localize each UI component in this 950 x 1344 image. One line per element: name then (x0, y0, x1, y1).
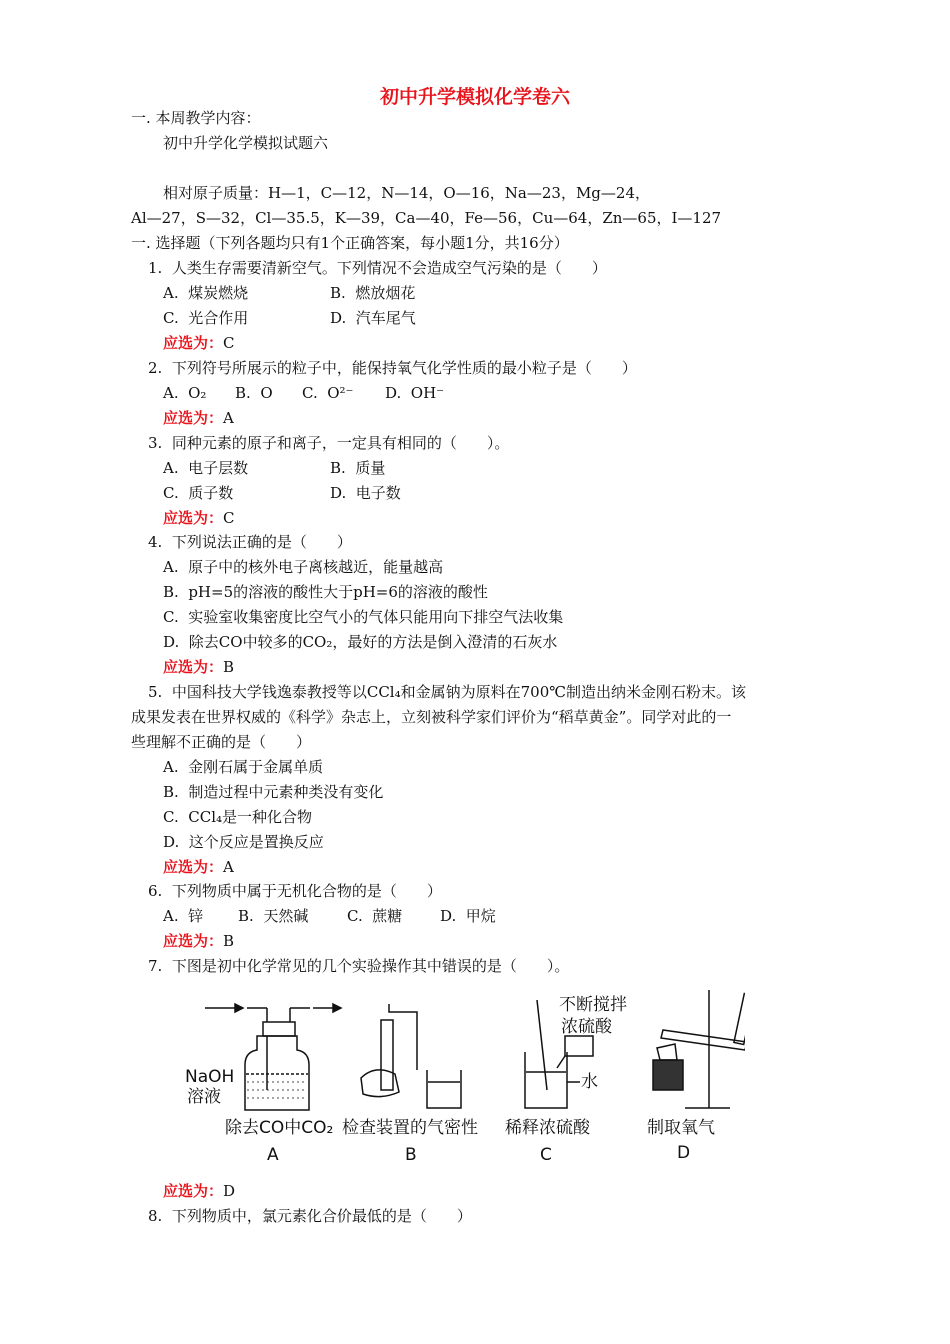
q2-option-b: B. O (235, 384, 273, 402)
q1-option-b: B. 燃放烟花 (330, 284, 416, 302)
q1-option-c: C. 光合作用 (163, 309, 249, 327)
answer-value: A (223, 858, 234, 876)
question-6-stem: 6. 下列物质中属于无机化合物的是（ ） (148, 882, 442, 900)
caption-b: 检查装置的气密性 (342, 1118, 478, 1138)
question-5-stem-line-3: 些理解不正确的是（ ） (131, 733, 312, 751)
q6-option-c: C. 蔗糖 (347, 907, 403, 925)
letter-a: A (267, 1145, 279, 1165)
answer-label: 应选为： (163, 932, 224, 950)
question-2-stem: 2. 下列符号所展示的粒子中，能保持氧气化学性质的最小粒子是（ ） (148, 359, 637, 377)
answer-value: D (223, 1182, 236, 1200)
q3-option-b: B. 质量 (330, 459, 386, 477)
question-4-stem: 4. 下列说法正确的是（ ） (148, 533, 352, 551)
answer-label: 应选为： (163, 334, 224, 352)
question-5-stem-line-2: 成果发表在世界权威的《科学》杂志上，立刻被科学家们评价为“稻草黄金”。同学对此的一 (131, 708, 732, 726)
q6-option-b: B. 天然碱 (238, 907, 309, 925)
q6-option-a: A. 锌 (163, 907, 204, 925)
question-3-stem: 3. 同种元素的原子和离子，一定具有相同的（ ）。 (148, 434, 510, 452)
acid-label: 浓硫酸 (561, 1017, 612, 1037)
q2-option-d: D. OH⁻ (385, 384, 445, 402)
apparatus-a-gas-washing (205, 1004, 341, 1110)
q5-option-b: B. 制造过程中元素种类没有变化 (163, 783, 384, 801)
section-heading: 一. 本周教学内容： (131, 109, 261, 127)
q4-option-c: C. 实验室收集密度比空气小的气体只能用向下排空气法收集 (163, 608, 564, 626)
caption-d: 制取氧气 (647, 1118, 715, 1138)
q6-answer (163, 931, 234, 951)
q3-option-a: A. 电子层数 (163, 459, 249, 477)
letter-d: D (677, 1143, 691, 1163)
q2-answer (163, 408, 234, 428)
q1-option-d: D. 汽车尾气 (330, 309, 416, 327)
answer-value: C (223, 334, 235, 352)
question-8-stem: 8. 下列物质中，氯元素化合价最低的是（ ） (148, 1207, 472, 1225)
lab-operations-figure (185, 990, 745, 1165)
q7-answer (163, 1181, 235, 1201)
answer-label: 应选为： (163, 858, 224, 876)
q3-answer (163, 508, 235, 528)
q1-answer (163, 333, 235, 353)
question-1-stem: 1. 人类生存需要清新空气。下列情况不会造成空气污染的是（ ） (148, 259, 607, 277)
naoh-label: NaOH (185, 1067, 235, 1087)
atomic-masses-line-2: Al—27，S—32，Cl—35.5，K—39，Ca—40，Fe—56，Cu—64，Zn—65，I—127 (131, 209, 722, 227)
apparatus-d-oxygen (653, 990, 745, 1108)
page-title: 初中升学模拟化学卷六 (379, 86, 570, 108)
answer-label: 应选为： (163, 509, 224, 527)
q1-option-a: A. 煤炭燃烧 (163, 284, 249, 302)
q4-option-a: A. 原子中的核外电子离核越近，能量越高 (163, 558, 444, 576)
q4-option-d: D. 除去CO中较多的CO₂，最好的方法是倒入澄清的石灰水 (163, 633, 558, 651)
atomic-masses-line-1: 相对原子质量：H—1，C—12，N—14，O—16，Na—23，Mg—24， (163, 184, 650, 202)
letter-c: C (540, 1145, 552, 1165)
answer-value: A (223, 409, 234, 427)
answer-value: B (223, 658, 235, 676)
q5-answer (163, 857, 234, 877)
q2-option-c: C. O²⁻ (302, 384, 354, 402)
answer-label: 应选为： (163, 658, 224, 676)
question-7-stem: 7. 下图是初中化学常见的几个实验操作其中错误的是（ ）。 (148, 957, 570, 975)
q5-option-a: A. 金刚石属于金属单质 (163, 758, 324, 776)
letter-b: B (405, 1145, 417, 1165)
section-instructions: 一. 选择题（下列各题均只有1个正确答案，每小题1分，共16分） (131, 234, 569, 252)
answer-label: 应选为： (163, 1182, 224, 1200)
q5-option-d: D. 这个反应是置换反应 (163, 833, 324, 851)
answer-value: B (223, 932, 235, 950)
water-label: 水 (581, 1072, 598, 1092)
stir-label: 不断搅拌 (559, 995, 627, 1015)
q5-option-c: C. CCl₄是一种化合物 (163, 808, 313, 826)
q3-option-d: D. 电子数 (330, 484, 401, 502)
solution-label: 溶液 (187, 1087, 221, 1107)
q4-answer (163, 657, 234, 677)
caption-c: 稀释浓硫酸 (505, 1118, 590, 1138)
q2-option-a: A. O₂ (163, 384, 207, 402)
caption-a: 除去CO中CO₂ (225, 1118, 334, 1138)
q4-option-b: B. pH=5的溶液的酸性大于pH=6的溶液的酸性 (163, 583, 488, 601)
q6-option-d: D. 甲烷 (440, 907, 496, 925)
exam-subtitle: 初中升学化学模拟试题六 (163, 134, 329, 152)
q3-option-c: C. 质子数 (163, 484, 234, 502)
apparatus-b-airtightness (361, 1004, 461, 1108)
answer-label: 应选为： (163, 409, 224, 427)
question-5-stem-line-1: 5. 中国科技大学钱逸泰教授等以CCl₄和金属钠为原料在700℃制造出纳米金刚石粉末。该 (148, 683, 747, 701)
answer-value: C (223, 509, 235, 527)
